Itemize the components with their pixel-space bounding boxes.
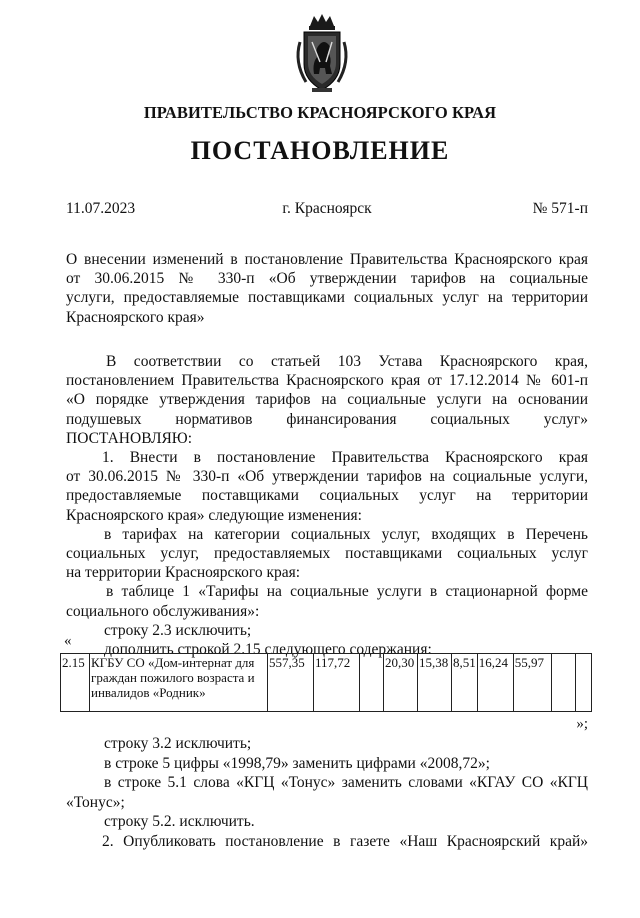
row-5-1-instruction: в строке 5.1 слова «КГЦ «Тонус» заменить словами «КГАУ СО «КГЦ [104, 774, 588, 792]
document-city: г. Красноярск [282, 200, 372, 217]
coat-of-arms-icon [290, 12, 354, 94]
table-cell: 15,38 [418, 654, 452, 712]
subject-line: услуги, предоставляемые поставщиками социальных услуг на территории [66, 289, 588, 307]
quote-close: »; [576, 716, 588, 732]
item1-line: предоставляемые поставщиками социальных услуг на территории [66, 487, 588, 505]
item2-line: 2. Опубликовать постановление в газете «Наш Красноярский край» [102, 832, 588, 850]
item1-line: Красноярского края» следующие изменения: [66, 506, 362, 524]
document-subject [66, 250, 588, 327]
document-number: № 571-п [532, 200, 588, 217]
table1-intro-line: в таблице 1 «Тарифы на социальные услуги в стационарной форме [106, 583, 588, 601]
tariffs-intro-line: социальных услуг, предоставляемых поставщиками социальных услуг [66, 545, 588, 563]
table-cell [575, 654, 591, 712]
table-cell-number: 2.15 [61, 654, 90, 712]
table-cell: 557,35 [268, 654, 314, 712]
table-cell: 8,51 [452, 654, 478, 712]
table-cell: 20,30 [384, 654, 418, 712]
tariff-table [60, 653, 592, 712]
preamble-line: В соответствии со статьей 103 Устава Красноярского края, [106, 353, 588, 370]
document-body-continued [66, 734, 588, 852]
item1-line: от 30.06.2015 № 330-п «Об утверждении тарифов на социальные услуги, [66, 468, 588, 486]
document-date: 11.07.2023 [66, 200, 136, 217]
table-cell: 55,97 [513, 654, 551, 712]
quote-open: « [64, 633, 72, 649]
table-cell [551, 654, 575, 712]
document-type-title: ПОСТАНОВЛЕНИЕ [190, 136, 450, 165]
table-cell: 117,72 [314, 654, 360, 712]
row-2-3-instruction: строку 2.3 исключить; [104, 621, 252, 639]
document-meta-row [66, 200, 588, 220]
preamble-line: постановлением Правительства Красноярского края от 17.12.2014 № 601-п [66, 372, 588, 390]
table-cell [360, 654, 384, 712]
tariffs-intro-line: на территории Красноярского края: [66, 564, 301, 582]
item1-line: 1. Внести в постановление Правительства Красноярского края [102, 449, 588, 467]
document-body [66, 352, 588, 659]
subject-line: О внесении изменений в постановление Правительства Красноярского края [66, 251, 588, 268]
preamble-line: «О порядке утверждения тарифов на социальные услуги на основании [66, 391, 588, 409]
table-row [61, 654, 592, 712]
tariffs-intro-line: в тарифах на категории социальных услуг, входящих в Перечень [104, 525, 588, 543]
row-5-2-instruction: строку 5.2. исключить. [104, 813, 255, 831]
add-row-2-15-instruction: дополнить строкой 2.15 следующего содержания: [104, 641, 432, 659]
row-5-instruction: в строке 5 цифры «1998,79» заменить цифрами «2008,72»; [104, 754, 490, 772]
preamble-line: подушевых нормативов финансирования социальных услуг» [66, 410, 588, 428]
table-cell: 16,24 [477, 654, 513, 712]
table1-intro-line: социального обслуживания»: [66, 602, 260, 620]
table-cell-provider: КГБУ СО «Дом-интернат для граждан пожилого возраста и инвалидов «Родник» [90, 654, 268, 712]
subject-line: от 30.06.2015 № 330-п «Об утверждении тарифов на социальные [66, 270, 588, 288]
government-title: ПРАВИТЕЛЬСТВО КРАСНОЯРСКОГО КРАЯ [143, 103, 497, 122]
subject-line: Красноярского края» [66, 308, 205, 326]
resolve-word: ПОСТАНОВЛЯЮ: [66, 429, 193, 447]
row-3-2-instruction: строку 3.2 исключить; [104, 735, 252, 752]
row-5-1-instruction-end: «Тонус»; [66, 793, 125, 811]
